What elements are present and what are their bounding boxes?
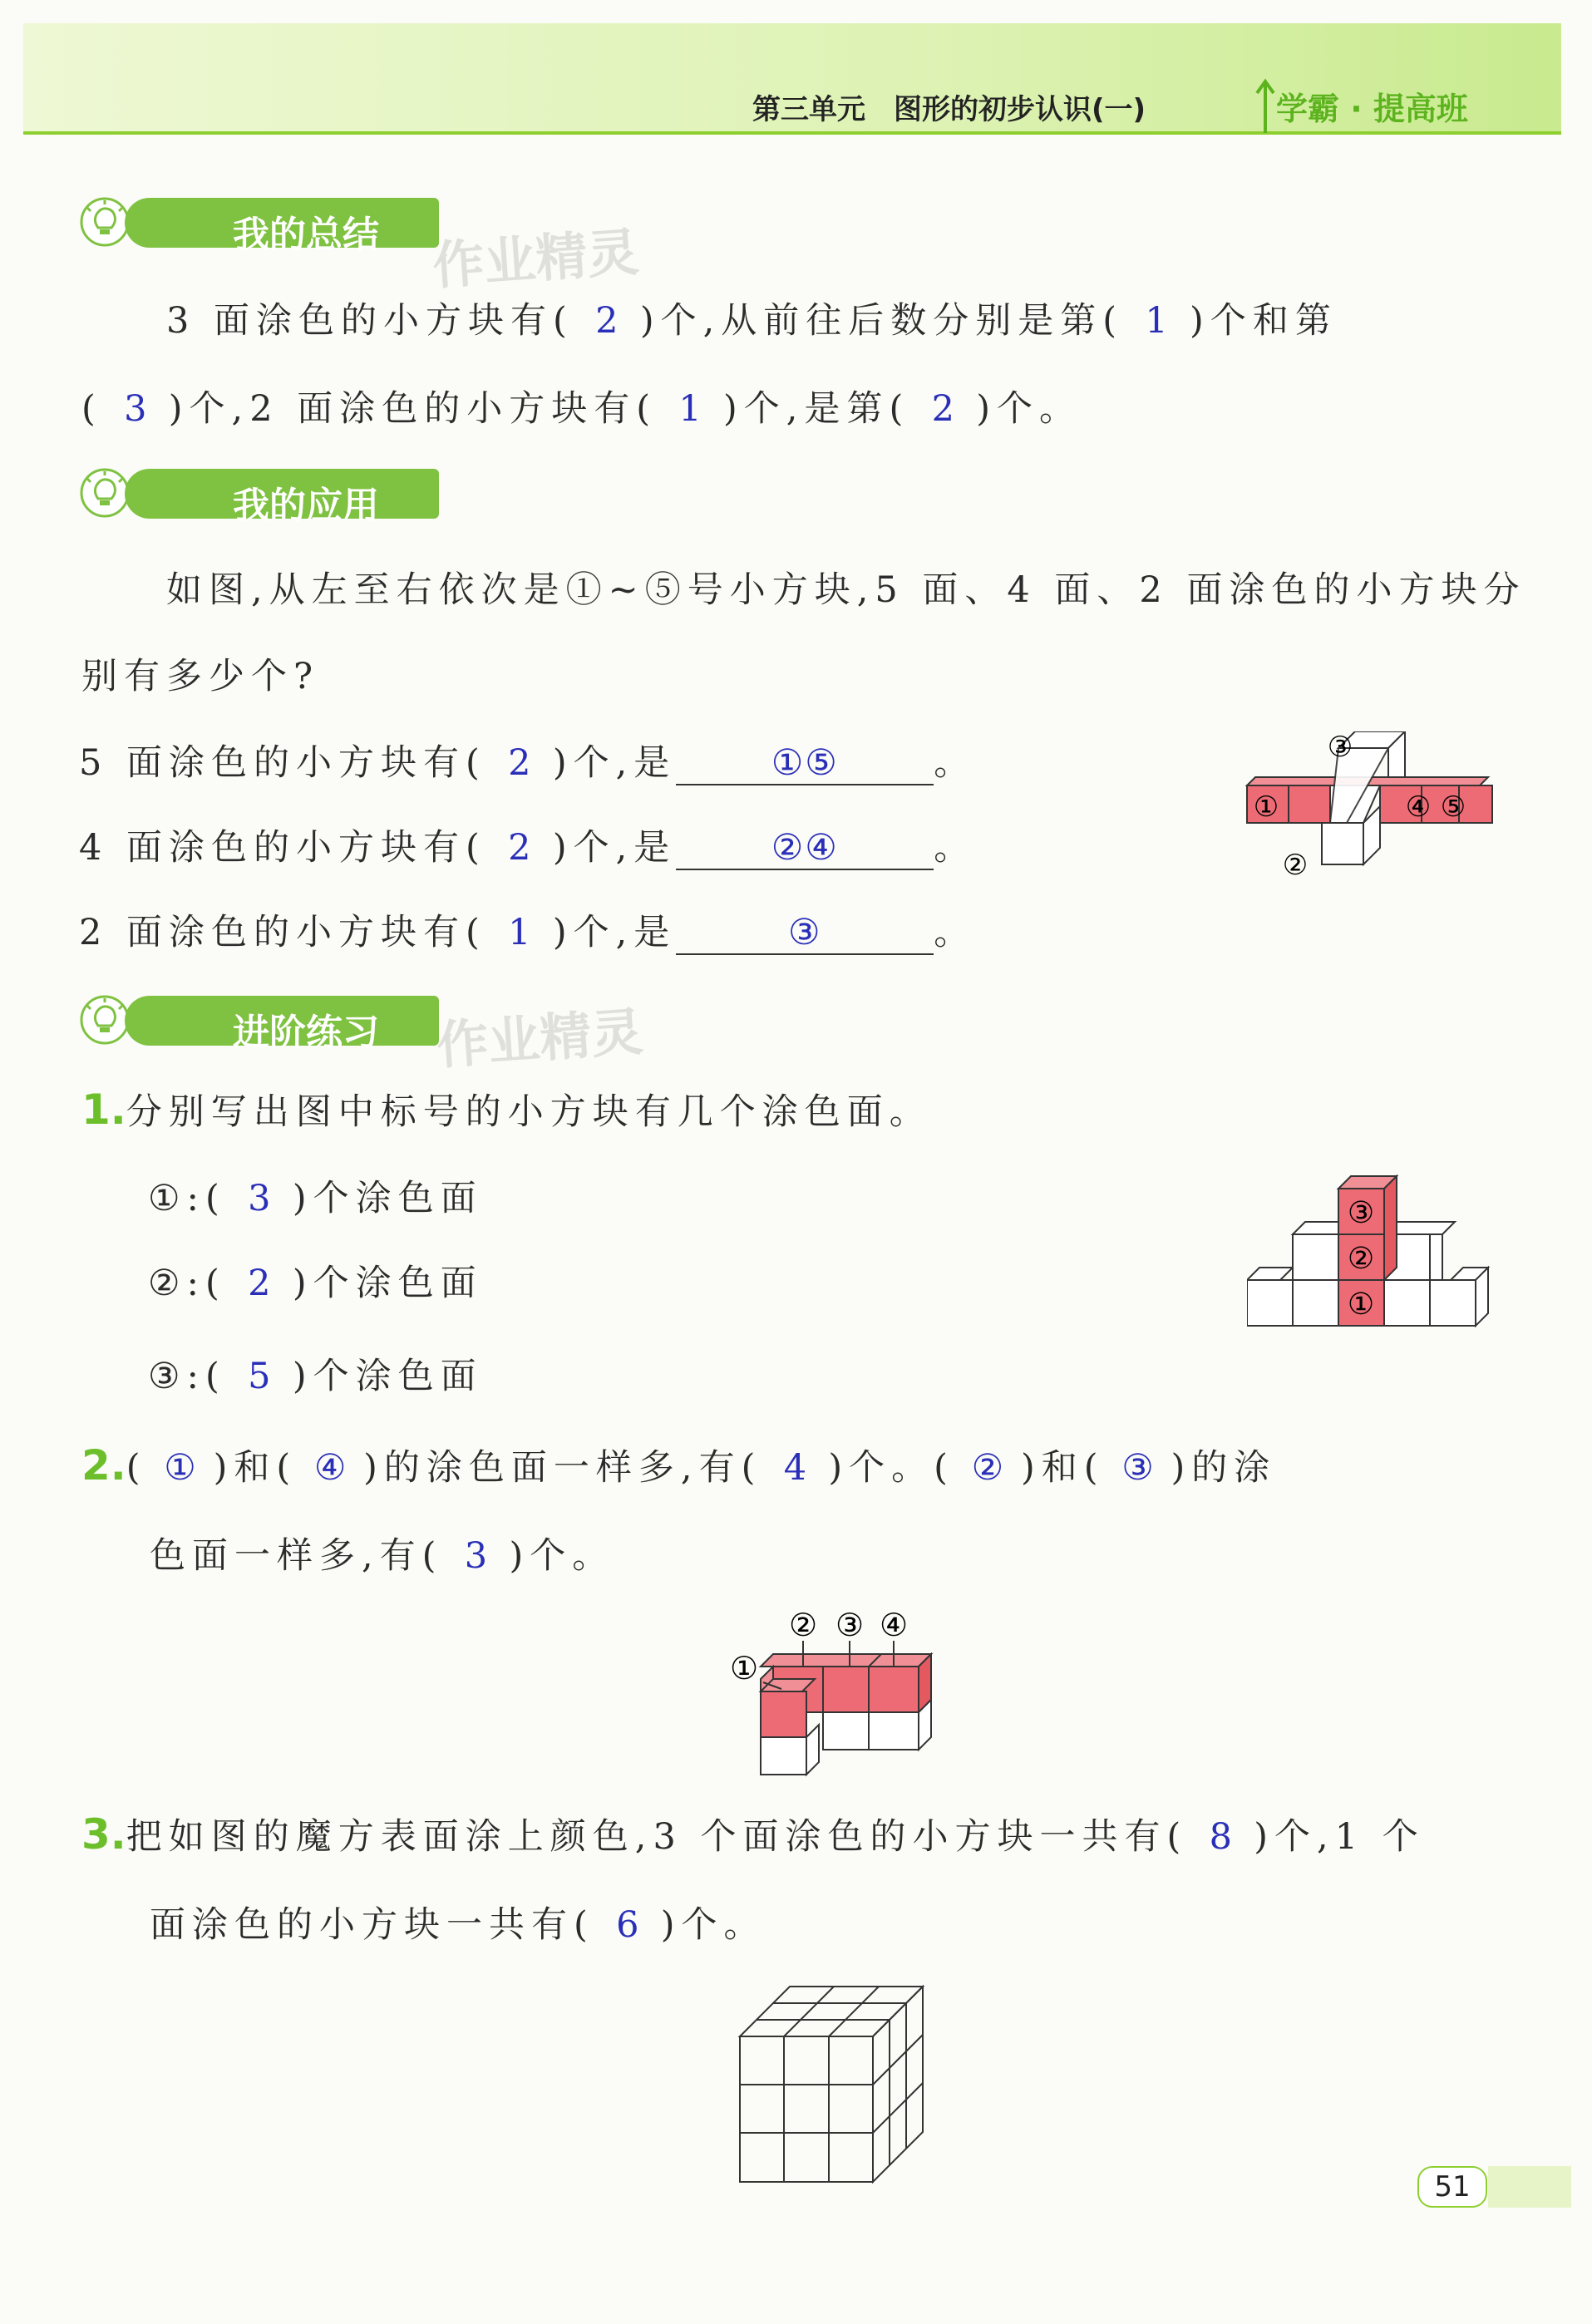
answer: ① [164,1447,196,1489]
application-cube-figure [1239,731,1496,898]
cube-label: ⑤ [1440,790,1466,824]
q2-cube-figure [723,1596,948,1779]
cube-label: ④ [879,1607,909,1643]
cube-label: ③ [835,1607,865,1643]
summary-line-2: ( 3 )个,2 面涂色的小方块有( 1 )个,是第( 2 )个。 [81,388,1082,430]
q2-line-1: 2.( ① )和( ④ )的涂色面一样多,有( 4 )个。( ② )和( ③ )的涂 [81,1441,1277,1489]
cube-label: ② [1347,1242,1375,1276]
answer-blank: ③ [676,912,934,955]
watermark: 作业精灵 [431,221,641,297]
cube-label: ④ [1405,790,1432,824]
answer: 2 [508,742,531,784]
cube-label: ① [1253,790,1279,824]
answer: 3 [248,1178,271,1219]
unit-title: 第三单元 图形的初步认识(一) [752,93,1146,126]
application-intro-2: 别有多少个? [81,656,320,697]
watermark: 作业精灵 [435,1001,645,1076]
answer: 5 [248,1356,271,1397]
answer: ③ [1121,1447,1154,1489]
q3-line-1: 3.把如图的魔方表面涂上颜色,3 个面涂色的小方块一共有( 8 )个,1 个 [81,1810,1425,1859]
cube-label: ② [1282,849,1309,882]
page-number: 51 [1417,2166,1487,2208]
brand-label: 学霸 · 提高班 [1276,91,1468,127]
answer: 1 [678,388,702,430]
cube-label: ① [729,1650,759,1686]
answer: 2 [508,827,531,869]
q1-text: 1.分别写出图中标号的小方块有几个涂色面。 [81,1086,932,1134]
answer: 1 [1145,300,1168,342]
q3-line-2: 面涂色的小方块一共有( 6 )个。 [150,1904,766,1946]
q1-item-1: ①:( 3 )个涂色面 [148,1178,483,1219]
answer: ④ [313,1447,347,1489]
answer: 3 [124,388,147,430]
application-row-3: 2 面涂色的小方块有( 1 )个,是 ③ 。 [79,912,977,953]
section-title: 我的总结 [233,214,379,256]
q2-line-2: 色面一样多,有( 3 )个。 [150,1535,615,1577]
header-rule [23,131,1561,135]
answer: 2 [248,1263,271,1304]
q1-cube-figure [1247,1168,1505,1334]
section-title: 我的应用 [233,485,379,527]
answer-blank: ②④ [676,827,934,870]
rubiks-cube-figure [732,1978,931,2194]
application-row-1: 5 面涂色的小方块有( 2 )个,是 ①⑤ 。 [79,742,977,784]
answer: 2 [595,300,619,342]
application-row-2: 4 面涂色的小方块有( 2 )个,是 ②④ 。 [79,827,977,869]
application-intro-1: 如图,从左至右依次是①~⑤号小方块,5 面、4 面、2 面涂色的小方块分 [166,569,1526,611]
q1-item-3: ③:( 5 )个涂色面 [148,1356,483,1397]
answer: ② [971,1447,1004,1489]
answer: 8 [1209,1816,1232,1858]
cube-label: ③ [1327,731,1353,764]
cube-label: ② [788,1607,818,1643]
answer: 6 [616,1904,639,1946]
answer: 2 [931,388,954,430]
answer: 3 [464,1535,488,1577]
summary-line-1: 3 面涂色的小方块有( 2 )个,从前往后数分别是第( 1 )个和第 [166,300,1338,342]
answer: 1 [508,912,531,953]
section-title: 进阶练习 [233,1012,379,1054]
page-number-band [1488,2166,1571,2208]
cube-label: ① [1347,1288,1375,1322]
answer: 4 [783,1447,807,1489]
answer-blank: ①⑤ [676,742,934,785]
q1-item-2: ②:( 2 )个涂色面 [148,1263,483,1304]
cube-label: ③ [1347,1196,1375,1230]
